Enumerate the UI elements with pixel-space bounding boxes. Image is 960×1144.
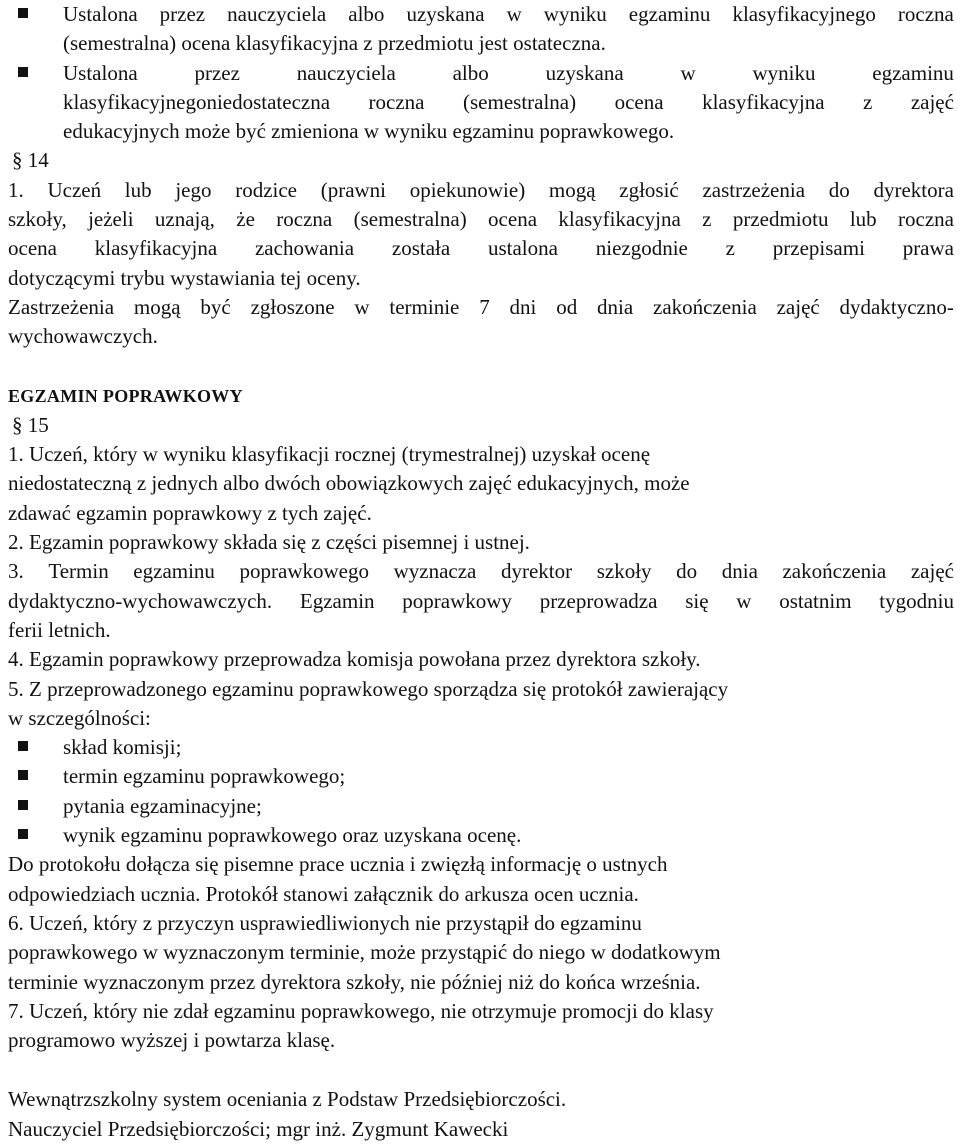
word: z [863, 89, 873, 114]
list-item [8, 792, 954, 821]
word: się [685, 588, 709, 613]
word: dyrektora [873, 177, 954, 202]
bullet-item-failing-grade [8, 59, 954, 147]
text-line: ferii letnich. [8, 617, 111, 642]
text-line: Do protokołu dołącza się pisemne prace ucznia i zwięzłą informację o ustnych [8, 852, 668, 877]
text-line: zdawać egzamin poprawkowy z tych zajęć. [8, 500, 372, 525]
word: przeprowadza [539, 588, 658, 613]
word: poprawkowego [239, 559, 369, 584]
word: roczna [898, 207, 954, 232]
word: mogą [548, 177, 596, 202]
word: zastrzeżenia [702, 177, 806, 202]
text-line [8, 176, 954, 205]
word: od [556, 294, 578, 319]
text-line: poprawkowego w wyznaczonym terminie, może przystąpić do niego w dodatkowym [8, 940, 721, 965]
text-line-justified [8, 234, 954, 263]
word: zakończenia [782, 559, 887, 584]
word: dnia [597, 294, 634, 319]
word: (semestralna) [353, 207, 467, 232]
word: szkoły, [8, 207, 67, 232]
word: uzyskana [406, 2, 485, 26]
word: mogą [133, 294, 181, 319]
word: lub [849, 207, 877, 232]
text-line: programowo wyższej i powtarza klasę. [8, 1028, 336, 1053]
section-number: § 15 [12, 412, 49, 437]
square-bullet-icon [18, 829, 28, 839]
word: w [506, 2, 522, 26]
word: w [680, 60, 696, 85]
word: dnia [721, 559, 758, 584]
word: klasyfikacyjnegoniedostateczna [63, 89, 331, 114]
word: dyrektor [500, 559, 573, 584]
text-line: 5. Z przeprowadzonego egzaminu poprawkowego sporządza się protokół zawierający [8, 676, 729, 701]
text-line [8, 557, 954, 586]
word: 7 [479, 294, 490, 319]
word: szkoły [596, 559, 652, 584]
square-bullet-icon [18, 800, 28, 810]
word: została [391, 236, 451, 261]
text-line: 1. Uczeń, który w wyniku klasyfikacji rocznej (trymestralnej) uzyskał ocenę [8, 442, 651, 467]
text-line [8, 293, 954, 322]
word: zachowania [254, 236, 355, 261]
section-heading: EGZAMIN POPRAWKOWY [8, 385, 243, 406]
word: 3. [8, 559, 24, 584]
word: uznają, [154, 207, 215, 232]
list-item-text: wynik egzaminu poprawkowego oraz uzyskana ocenę. [63, 823, 522, 848]
word: przez [159, 2, 206, 26]
text-line: 6. Uczeń, który z przyczyn usprawiedliwionych nie przystąpił do egzaminu [8, 910, 642, 935]
bullet-item-final-grade [8, 0, 954, 59]
word: być [200, 294, 231, 319]
word: ocena [488, 207, 538, 232]
word: uzyskana [545, 60, 624, 85]
word: roczna [897, 2, 954, 26]
word: do [676, 559, 698, 584]
word: Zastrzeżenia [8, 294, 115, 319]
word: niezgodnie [595, 236, 688, 261]
word: Termin [48, 559, 109, 584]
word: z [702, 207, 712, 232]
word: ustalona [487, 236, 558, 261]
word: zajęć [910, 559, 954, 584]
word: (prawni [320, 177, 387, 202]
word: zakończenia [653, 294, 757, 319]
word: jego [175, 177, 212, 202]
word: Ustalona [63, 2, 138, 26]
list-item-text: pytania egzaminacyjne; [63, 793, 262, 818]
list-item [8, 762, 954, 791]
word: rodzice [235, 177, 297, 202]
word: z [725, 236, 735, 261]
text-line: niedostateczną z jednych albo dwóch obowiązkowych zajęć edukacyjnych, może [8, 471, 690, 496]
word: że [236, 207, 255, 232]
word: nauczyciela [296, 60, 396, 85]
word: egzaminu [628, 2, 711, 26]
word: ocena [8, 236, 57, 261]
text-line: terminie wyznaczonym przez dyrektora szkoły, nie później niż do końca września. [8, 969, 701, 994]
text-line [63, 88, 954, 117]
text-line [8, 205, 954, 234]
word: w [354, 294, 370, 319]
word: dni [509, 294, 537, 319]
word: Ustalona [63, 60, 138, 85]
text-line: dotyczącymi trybu wystawiania tej oceny. [8, 265, 361, 290]
word: lub [124, 177, 152, 202]
text-line [63, 0, 954, 29]
text-line: (semestralna) ocena klasyfikacyjna z przedmiotu jest ostateczna. [63, 31, 606, 56]
word: poprawkowy [402, 588, 512, 613]
footer-line: Wewnątrzszkolny system oceniania z Podstaw Przedsiębiorczości. [8, 1087, 567, 1112]
word: ostatnim [779, 588, 852, 613]
word: przez [194, 60, 240, 85]
word: egzaminu [133, 559, 215, 584]
section-number: § 14 [12, 148, 49, 173]
list-item-text: skład komisji; [63, 735, 182, 760]
word: tygodniu [879, 588, 954, 613]
text-line: w szczególności: [8, 705, 151, 730]
list-item [8, 733, 954, 762]
word: klasyfikacyjna [702, 89, 825, 114]
word: wyniku [752, 60, 816, 85]
square-bullet-icon [18, 8, 28, 18]
word: opiekunowie) [409, 177, 526, 202]
word: roczna [368, 89, 425, 114]
word: roczna [276, 207, 333, 232]
list-item [8, 821, 954, 850]
text-line: 4. Egzamin poprawkowy przeprowadza komisja powołana przez dyrektora szkoły. [8, 647, 701, 672]
word: Egzamin [299, 588, 375, 613]
text-line: odpowiedziach ucznia. Protokół stanowi załącznik do arkusza ocen ucznia. [8, 881, 639, 906]
word: jeżeli [88, 207, 134, 232]
word: klasyfikacyjna [558, 207, 681, 232]
word: w [736, 588, 752, 613]
word: zgłoszone [250, 294, 335, 319]
word: 1. [8, 177, 24, 202]
word: Uczeń [47, 177, 102, 202]
text-line-justified [63, 59, 954, 88]
word: nauczyciela [227, 2, 327, 26]
square-bullet-icon [18, 741, 28, 751]
word: przepisami [772, 236, 865, 261]
word: zajęć [776, 294, 820, 319]
word: albo [452, 60, 489, 85]
list-item-text: termin egzaminu poprawkowego; [63, 764, 346, 789]
text-line [8, 587, 954, 616]
word: dydaktyczno-wychowawczych. [8, 588, 273, 613]
word: albo [348, 2, 385, 26]
text-line: wychowawczych. [8, 324, 158, 349]
word: zgłosić [619, 177, 679, 202]
square-bullet-icon [18, 770, 28, 780]
square-bullet-icon [18, 67, 28, 77]
word: wyniku [543, 2, 607, 26]
footer-line: Nauczyciel Przedsiębiorczości; mgr inż. Zygmunt Kawecki [8, 1116, 509, 1141]
text-line: edukacyjnych może być zmieniona w wyniku egzaminu poprawkowego. [63, 119, 675, 144]
word: klasyfikacyjnego [732, 2, 876, 26]
word: zajęć [910, 89, 954, 114]
word: dydaktyczno- [839, 294, 954, 319]
word: (semestralna) [463, 89, 577, 114]
word: terminie [389, 294, 460, 319]
text-line: 7. Uczeń, który nie zdał egzaminu poprawkowego, nie otrzymuje promocji do klasy [8, 998, 714, 1023]
word: do [828, 177, 850, 202]
word: egzaminu [872, 60, 954, 85]
text-line: 2. Egzamin poprawkowy składa się z części pisemnej i ustnej. [8, 530, 530, 555]
word: klasyfikacyjna [94, 236, 218, 261]
word: prawa [902, 236, 954, 261]
word: wyznacza [393, 559, 477, 584]
word: ocena [614, 89, 664, 114]
word: przedmiotu [732, 207, 829, 232]
